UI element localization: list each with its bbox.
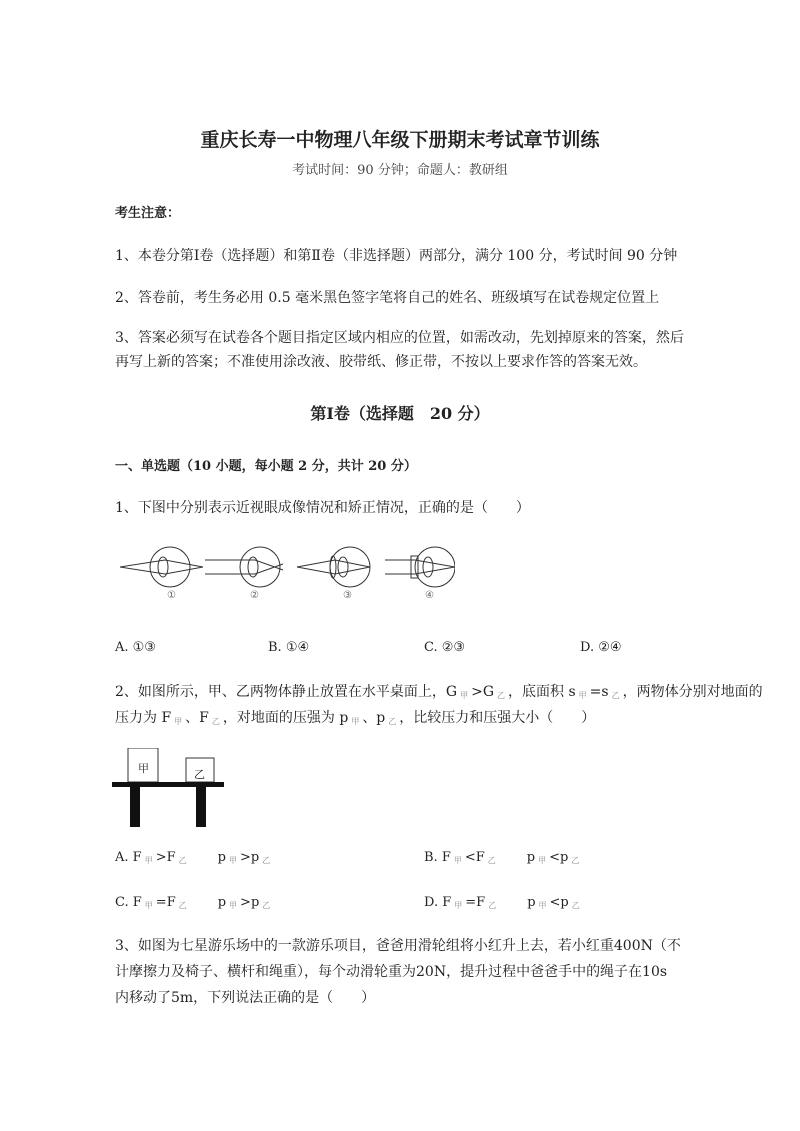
notice-item: 3、答案必须写在试卷各个题目指定区域内相应的位置，如需改动，先划掉原来的答案，然后再写上新的答案；不准使用涂改液、胶带纸、修正带，不按以上要求作答的答案无效。 [115,330,684,370]
q1-option-b[interactable]: B. ①④ [268,640,310,655]
label-jia: 甲 [138,762,149,775]
table-diagram [112,748,227,828]
q1-option-c[interactable]: C. ②③ [424,640,466,655]
exam-title: 重庆长寿一中物理八年级下册期末考试章节训练 [200,129,600,151]
fig-label: ④ [425,590,434,601]
notice-heading: 考生注意： [115,206,181,221]
q2-option-d[interactable]: D. F 甲 =F 乙 p 甲 <p 乙 [424,895,580,910]
q2-option-b[interactable]: B. F 甲 <F 乙 p 甲 <p 乙 [424,850,580,865]
q1-option-d[interactable]: D. ②④ [580,640,622,655]
exam-subtitle: 考试时间：90 分钟；命题人：教研组 [292,163,508,178]
q1-stem: 1、下图中分别表示近视眼成像情况和矫正情况，正确的是（ ） [115,500,530,516]
notice-item: 2、答卷前，考生务必用 0.5 毫米黑色签字笔将自己的姓名、班级填写在试卷规定位置上 [115,290,660,306]
label-yi: 乙 [194,768,205,781]
eye-diagram-3 [297,547,370,587]
eye-diagram-2 [205,547,283,587]
eye-diagram-4 [385,547,455,587]
q2-stem-line2: 压力为 F 甲 、F 乙 ，对地面的压强为 p 甲 、p 乙 ，比较压力和压强大小（ ） [115,710,596,726]
notice-item: 1、本卷分第Ⅰ卷（选择题）和第Ⅱ卷（非选择题）两部分，满分 100 分，考试时间 90 分钟 [115,248,678,264]
eye-diagrams [115,540,455,610]
fig-label: ③ [343,590,352,601]
q3-stem: 3、如图为七星游乐场中的一款游乐项目，爸爸用滑轮组将小红升上去，若小红重400N（不计摩擦力及椅子、横杆和绳重），每个动滑轮重为20N，提升过程中爸爸手中的绳子在10s 内移动了5m，下列说法正确的是（ ） [115,938,681,1006]
q2-option-a[interactable]: A. F 甲 >F 乙 p 甲 >p 乙 [115,850,271,865]
fig-label: ② [250,590,259,601]
q2-stem-line1: 2、如图所示，甲、乙两物体静止放置在水平桌面上，G 甲 >G 乙 ，底面积 s 甲 =s 乙 ，两物体分别对地面的 [115,684,763,700]
eye-diagram-1 [120,547,203,587]
part-heading: 一、单选题（10 小题，每小题 2 分，共计 20 分） [115,459,417,474]
section-heading: 第Ⅰ卷（选择题 20 分） [310,404,490,423]
fig-label: ① [167,590,176,601]
q1-option-a[interactable]: A. ①③ [115,640,156,655]
q2-option-c[interactable]: C. F 甲 =F 乙 p 甲 >p 乙 [115,895,271,910]
